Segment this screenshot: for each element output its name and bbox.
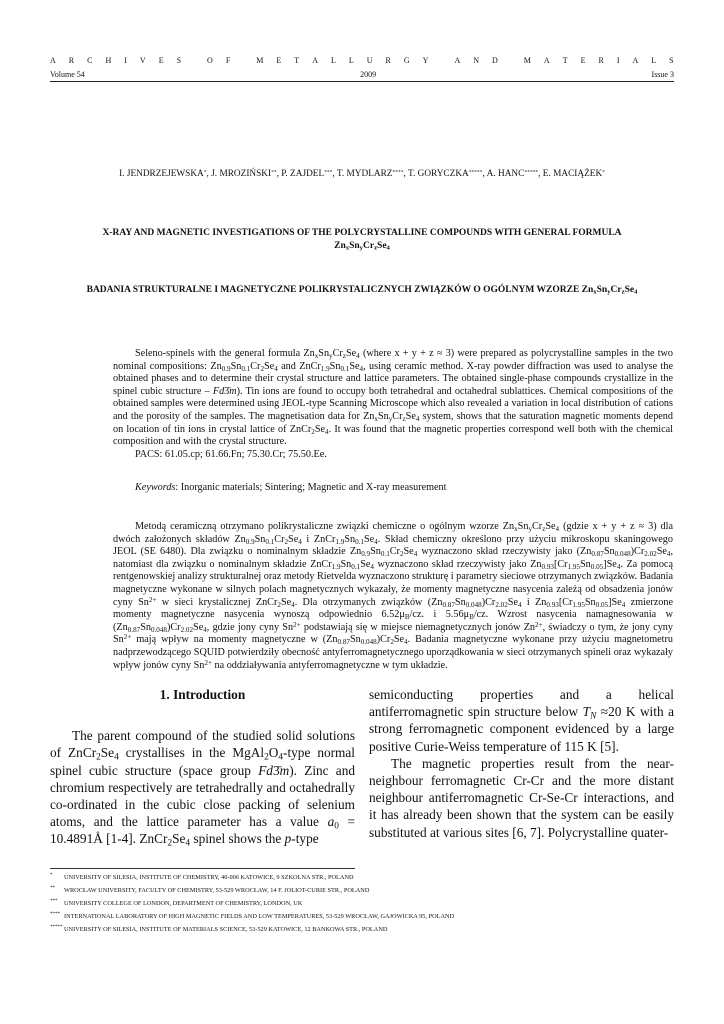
paper-title-polish: BADANIA STRUKTURALNE I MAGNETYCZNE POLIKRYSTALICZNYCH ZWIĄZKÓW O OGÓLNYM WZORZE $Zn_xSn_yCr_zSe_4$ bbox=[86, 285, 638, 296]
body-paragraph: semiconducting properties and a helical antiferromagnetic spin structure below $T_N \approx 20$ K with a strong ferromagnetic component evidenced by a large positive Curie-Weiss temperature of 115 K [5]. bbox=[369, 687, 674, 754]
journal-letter: R bbox=[385, 56, 391, 65]
paper-title bbox=[60, 227, 664, 253]
year-label: 2009 bbox=[360, 70, 377, 79]
journal-name bbox=[50, 56, 674, 65]
affiliation-mark: *** bbox=[324, 169, 333, 176]
journal-letter: L bbox=[348, 56, 354, 65]
footnote-mark: * bbox=[50, 873, 53, 878]
author: T. MYDLARZ bbox=[336, 169, 393, 179]
journal-letter: A bbox=[50, 56, 56, 65]
affiliation-mark: **** bbox=[392, 169, 404, 176]
author: P. ZAJDEL bbox=[281, 169, 325, 179]
journal-letter: R bbox=[68, 56, 75, 65]
issue-info bbox=[50, 70, 674, 79]
section-heading: 1. Introduction bbox=[159, 687, 246, 702]
author: J. MROZIŃSKI bbox=[211, 169, 272, 179]
footnote bbox=[50, 871, 674, 884]
abstract bbox=[113, 348, 673, 461]
journal-letter: O bbox=[207, 56, 213, 65]
body-paragraph: The parent compound of the studied solid solutions of $ZnCr_2Se_4$ crystallises in the $MgAl_2O_4$-type normal spinel cubic structure (space group Fd3̄m). Zinc and chromium respectively are tetrahedrally and octahedrally co-ordinated in the cubic close packing of selenium atoms, and the lattice parameter has a value $a_0$ = 10.4891Å [1-4]. $ZnCr_2Se_4$ spinel shows the p-type bbox=[50, 728, 355, 849]
journal-letter: E bbox=[580, 56, 586, 65]
footnote-text: INTERNATIONAL LABORATORY OF HIGH MAGNETIC FIELDS AND LOW TEMPERATURES, 53-529 WROCŁAW, GAJOWICKA 95, POLAND bbox=[64, 913, 455, 921]
header-rule bbox=[50, 81, 674, 82]
abstract-polish bbox=[113, 521, 673, 672]
footnote bbox=[50, 910, 674, 923]
footnotes bbox=[50, 871, 674, 936]
body-paragraph: The magnetic properties result from the near-neighbour ferromagnetic Cr-Cr and the more distant neighbour antiferromagnetic Cr-Se-Cr interactions, and it has already been shown that the system can be easily substituted at various sites [6, 7]. Polycrystalline quater- bbox=[369, 755, 674, 840]
journal-letter: R bbox=[598, 56, 604, 65]
journal-letter: N bbox=[473, 56, 479, 65]
author-list: I. JENDRZEJEWSKA*, J. MROZIŃSKI**, P. ZAJDEL***, T. MYDLARZ****, T. GORYCZKA*****, A. HANC*****, E. MACIĄŻEK* bbox=[119, 169, 605, 179]
abstract-polish-text: Metodą ceramiczną otrzymano polikrystaliczne związki chemiczne o ogólnym wzorze $Zn_xSn_yCr_zSe_4$ (gdzie x + y + z ≈ 3) dla dwóch założonych składów $Zn_{0.9}Sn_{0.1}Cr_2Se_4$ i $ZnCr_{1.9}Sn_{0.1}Se_4$. Skład chemiczny określono przy użyciu mikroskopu skaningowego JEOL (SE 6480). Dla związku o nominalnym składzie $Zn_{0.9}Sn_{0.1}Cr_2Se_4$ wyznaczono skład rzeczywisty jako $(Zn_{0.87}Sn_{0.048})Cr_{2.02}Se_4$, natomiast dla związku o nominalnym składzie $ZnCr_{1.9}Sn_{0.1}Se_4$ wyznaczono skład rzeczywisty jako $Zn_{0.93}[Cr_{1.95}Sn_{0.05}]Se_4$. Za pomocą rentgenowskiej analizy strukturalnej oraz metody Rietvelda wyznaczono strukturę i parametry sieciowe otrzymanych związków. Badania magnetyczne wykonane w silnych polach magnetycznych wykazały, że momenty magnetyczne nasycenia zależą od obsadzenia jonów cyny $Sn^{2+}$ w sieci krystalicznej $ZnCr_2Se_4$. Dla otrzymanych związków $(Zn_{0.87}Sn_{0.048})Cr_{2.02}Se_4$ i $Zn_{0.93}[Cr_{1.95}Sn_{0.05}]Se_4$ zmierzone momenty magnetyczne nasycenia wynoszą odpowiednio $6.52\mu_B/cz$. i $5.56\mu_B/cz$. Wzrost nasycenia namagnesowania w $(Zn_{0.87}Sn_{0.048})Cr_{2.02}Se_4$, gdzie jony cyny $Sn^{2+}$ podstawiają się w miejsce niemagnetycznych jonów $Zn^{2+}$, świadczy o tym, że jony cyny $Sn^{2+}$ mają wpływ na momenty magnetyczne w $(Zn_{0.87}Sn_{0.048})Cr_2Se_4$. Badania magnetyczne wykonane przy użyciu magnetometru nadprzewodzącego SQUID potwierdziły obecność antyferromagnetycznego uporządkowania w sieci otrzymanych spineli oraz wykazały wpływ jonów cyny $Sn^{2+}$ na oddziaływania antyferromagnetyczne w tym układzie. bbox=[113, 521, 674, 671]
footnote-mark: *** bbox=[50, 899, 58, 905]
affiliation-mark: ***** bbox=[468, 169, 483, 176]
journal-letter: C bbox=[87, 56, 93, 65]
journal-letter: S bbox=[669, 56, 674, 65]
journal-letter: T bbox=[562, 56, 568, 65]
journal-letter: E bbox=[276, 56, 282, 65]
journal-letter: F bbox=[225, 56, 231, 65]
pacs-codes: PACS: 61.05.cp; 61.66.Fn; 75.30.Cr; 75.50.Ee. bbox=[135, 448, 327, 460]
journal-letter: A bbox=[312, 56, 318, 65]
author: A. HANC bbox=[486, 169, 525, 179]
keywords bbox=[113, 482, 673, 493]
journal-letter: H bbox=[105, 56, 112, 65]
volume-label: Volume 54 bbox=[50, 70, 85, 79]
journal-letter: A bbox=[632, 56, 639, 65]
journal-letter: M bbox=[523, 56, 531, 65]
footnote-text: WROCŁAW UNIVERSITY, FACULTY OF CHEMISTRY, 53-529 WROCŁAW, 14 F. JOLIOT-CURIE STR., POLAND bbox=[64, 887, 370, 895]
journal-letter: V bbox=[139, 56, 146, 65]
journal-letter: A bbox=[543, 56, 550, 65]
author: T. GORYCZKA bbox=[407, 169, 469, 179]
abstract-text: Seleno-spinels with the general formula $Zn_xSn_yCr_zSe_4$ (where x + y + z ≈ 3) were prepared as polycrystalline samples in the two nominal compositions: $Zn_{0.9}Sn_{0.1}Cr_2Se_4$ and $ZnCr_{1.9}Sn_{0.1}Se_4$, using ceramic method. X-ray powder diffraction was used to analyse the obtained phases and to determine their crystal structure and lattice parameters. The obtained single-phase compounds crystallize in the spinel cubic structure – Fd3̄m). Tin ions are found to occupy both tetrahedral and octahedral sublattices. Chemical compositions of the obtained samples were determined using JEOL-type Scanning Microscope which also revealed a variation in local distribution of cations and the porosity of the samples. The magnetisation data for $Zn_xSn_yCr_zSe_4$ system, shows that the saturation magnetic moments depend on location of tin ions in crystal lattice of $ZnCr_2Se_4$. It was found that the magnetic properties correspond well both with the chemical composition and with the crystal structure. bbox=[113, 348, 673, 448]
title-line: X-RAY AND MAGNETIC INVESTIGATIONS OF THE POLYCRYSTALLINE COMPOUNDS WITH GENERAL FORMULA bbox=[102, 228, 622, 238]
footnote bbox=[50, 897, 674, 910]
journal-letter: I bbox=[124, 56, 127, 65]
title-formula: $Zn_xSn_yCr_zSe_4$ bbox=[334, 241, 390, 252]
author: E. MACIĄŻEK bbox=[542, 169, 603, 179]
footnote-text: UNIVERSITY COLLEGE OF LONDON, DEPARTMENT OF CHEMISTRY, LONDON, UK bbox=[64, 900, 303, 908]
journal-letter: U bbox=[366, 56, 373, 65]
keywords-list: : Inorganic materials; Sintering; Magnetic and X-ray measurement bbox=[175, 482, 447, 493]
footnote bbox=[50, 884, 674, 897]
body-column-right bbox=[369, 686, 674, 841]
affiliation-mark: ** bbox=[271, 169, 277, 176]
affiliation-mark: * bbox=[203, 169, 207, 176]
title-polish-text: BADANIA STRUKTURALNE I MAGNETYCZNE POLIKRYSTALICZNYCH ZWIĄZKÓW O OGÓLNYM WZORZE bbox=[86, 285, 580, 295]
footnote bbox=[50, 923, 674, 936]
footnote-mark: **** bbox=[50, 912, 60, 918]
body-column-left bbox=[50, 686, 355, 848]
journal-letter: E bbox=[158, 56, 164, 65]
journal-letter: A bbox=[454, 56, 461, 65]
author: I. JENDRZEJEWSKA bbox=[119, 169, 204, 179]
journal-letter: T bbox=[294, 56, 300, 65]
journal-letter: Y bbox=[422, 56, 429, 65]
footnote-mark: ***** bbox=[50, 925, 63, 931]
footnote-text: UNIVERSITY OF SILESIA, INSTITUTE OF MATERIALS SCIENCE, 53-529 KATOWICE, 12 BANKOWA STR., POLAND bbox=[64, 926, 388, 934]
journal-letter: M bbox=[256, 56, 264, 65]
issue-label: Issue 3 bbox=[651, 70, 674, 79]
affiliation-mark: ***** bbox=[524, 169, 539, 176]
journal-letter: I bbox=[616, 56, 620, 65]
journal-letter: S bbox=[176, 56, 182, 65]
journal-letter: D bbox=[492, 56, 498, 65]
affiliation-mark: * bbox=[602, 169, 605, 176]
journal-letter: L bbox=[651, 56, 657, 65]
footnote-text: UNIVERSITY OF SILESIA, INSTITUTE OF CHEMISTRY, 40-006 KATOWICE, 9 SZKOLNA STR., POLAND bbox=[64, 874, 354, 881]
journal-letter: G bbox=[403, 56, 410, 65]
footnote-mark: ** bbox=[50, 886, 55, 892]
footnote-rule bbox=[50, 868, 355, 869]
journal-letter: L bbox=[330, 56, 336, 65]
keywords-label: Keywords bbox=[135, 482, 176, 493]
